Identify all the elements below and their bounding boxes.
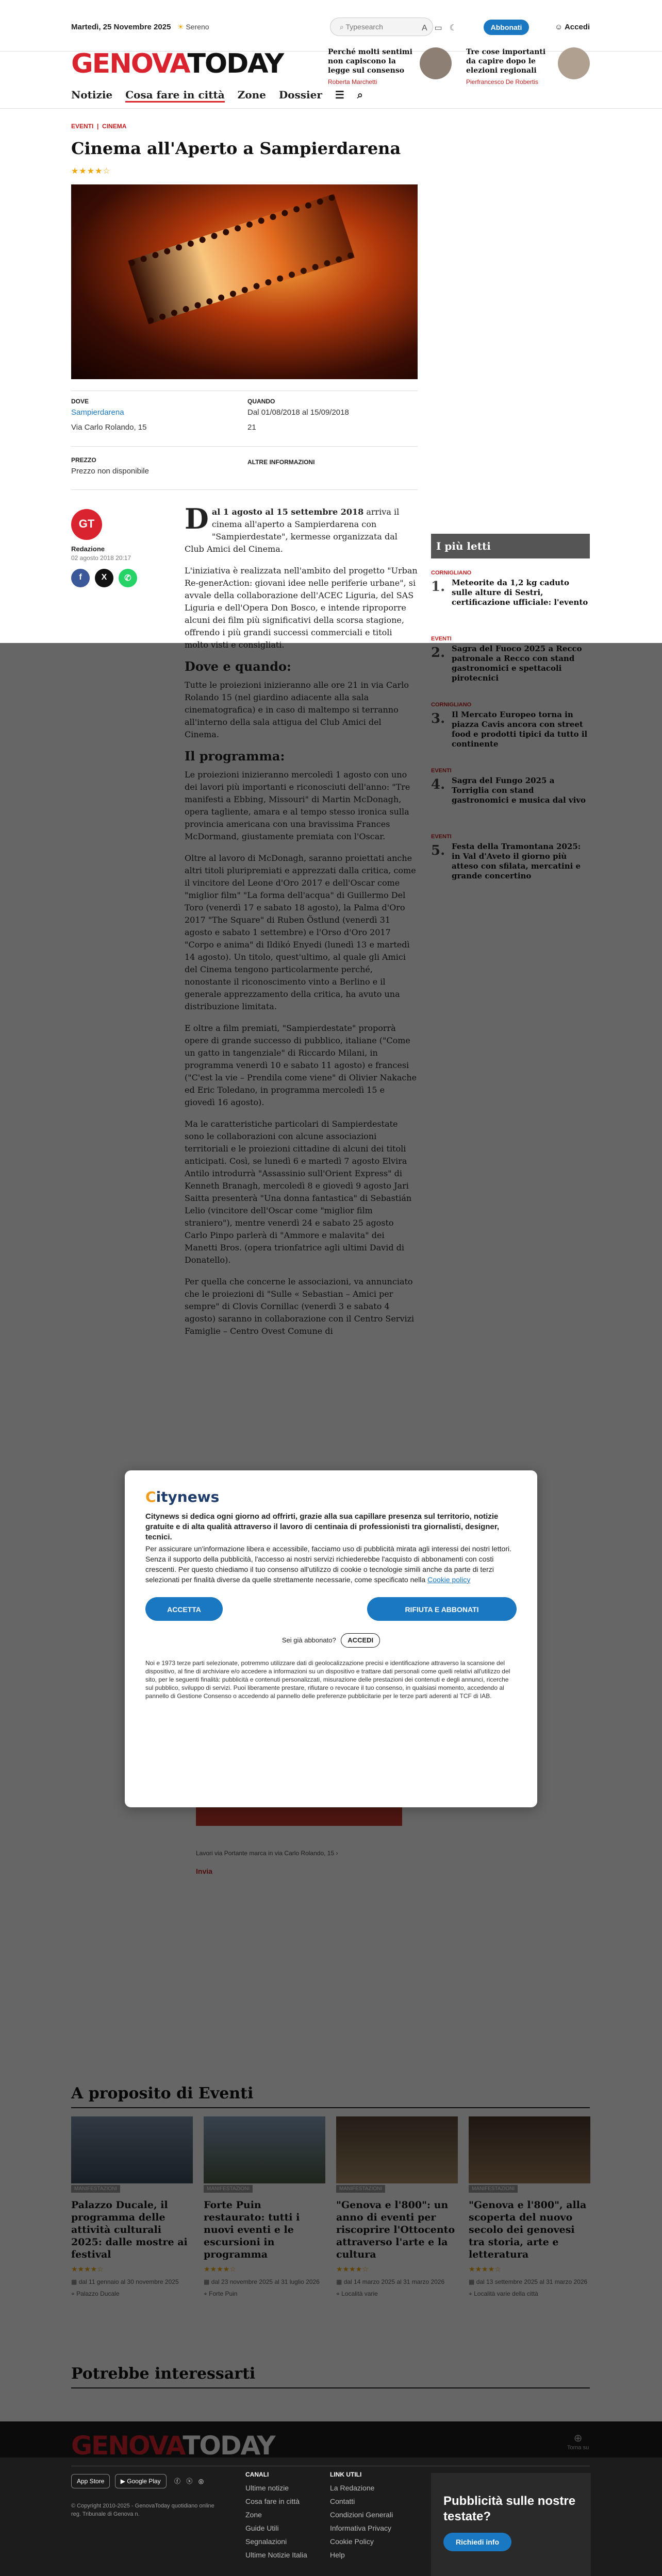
- promo-author: Roberta Marchetti: [328, 78, 377, 86]
- footer-link[interactable]: Cookie Policy: [330, 2537, 374, 2546]
- consent-text: Senza il supporto della pubblicità, l'accesso ai nostri servizi richiederebbe l'acquisto di abbonamenti con costi crescenti. Per questo chiediamo il tuo consenso all'utilizzo di cookie o tecnologie simili anche da parte di terzi selezionati per finalità diverse da quelle strettamente necessarie, come specificato nella: [145, 1555, 494, 1584]
- footer-channels: [245, 2468, 307, 2562]
- page-title: Cinema all'Aperto a Sampierdarena: [71, 139, 401, 158]
- nav-divider: [0, 108, 662, 109]
- consent-buttons: [145, 1597, 517, 1623]
- info-other: [247, 459, 418, 466]
- menu-icon[interactable]: ☰: [335, 89, 344, 101]
- logo-letter: C: [145, 1488, 156, 1505]
- footer-link[interactable]: Condizioni Generali: [330, 2511, 393, 2519]
- logo-part-right: TODAY: [187, 48, 284, 79]
- info-divider: [71, 446, 418, 447]
- footer-useful-links: [330, 2468, 393, 2562]
- item-rank: 1.: [431, 579, 445, 595]
- info-price: [71, 456, 236, 476]
- instagram-icon[interactable]: ◎: [198, 2478, 204, 2485]
- user-icon: ☺: [555, 23, 563, 31]
- author-name[interactable]: Redazione: [71, 545, 105, 553]
- cookie-policy-link[interactable]: Cookie policy: [427, 1575, 471, 1584]
- breadcrumb-eventi[interactable]: EVENTI: [71, 123, 94, 130]
- already-subscribed-text: Sei già abbonato?: [282, 1636, 336, 1644]
- search-icon: ⌕: [340, 23, 344, 31]
- nav-item-cosa-fare[interactable]: Cosa fare in città: [125, 89, 225, 103]
- promo-card[interactable]: [466, 47, 590, 104]
- info-where: [71, 398, 236, 432]
- sun-icon: ☀: [177, 23, 184, 31]
- footer-col-heading: LINK UTILI: [330, 2471, 362, 2478]
- consent-intro: Citynews si dedica ogni giorno ad offrirti, grazie alla sua capillare presenza sul territorio, notizie gratuite e di alta qualità attraverso il lavoro di centinaia di professionisti tra giornalisti, designer, tecnici.: [145, 1512, 500, 1541]
- dark-mode-icon[interactable]: ☾: [449, 24, 465, 32]
- app-badges: [71, 2474, 204, 2488]
- login-button[interactable]: ACCEDI: [341, 1633, 380, 1648]
- price-value: Prezzo non disponibile: [71, 467, 149, 476]
- top-bar: [0, 0, 662, 52]
- current-date: Martedì, 25 Novembre 2025: [71, 23, 171, 31]
- logo-part-left: GENOVA: [71, 48, 188, 79]
- footer-link[interactable]: Guide Utili: [245, 2524, 279, 2532]
- main-nav: [71, 89, 372, 101]
- most-read-item[interactable]: [431, 570, 590, 607]
- promo-avatar: [558, 47, 590, 79]
- when-count: 21: [247, 423, 256, 432]
- lead-text: arriva il cinema all'aperto a Sampierdarena con "Sampierdestate", kermesse organizzata dal Club Amici del Cinema.: [185, 507, 400, 554]
- nav-item-notizie[interactable]: Notizie: [71, 89, 113, 101]
- footer-link[interactable]: Segnalazioni: [245, 2537, 287, 2546]
- utility-icons: [422, 23, 464, 33]
- footer-link[interactable]: Help: [330, 2551, 345, 2559]
- footer-link[interactable]: Cosa fare in città: [245, 2497, 300, 2505]
- facebook-icon[interactable]: f: [71, 569, 90, 587]
- where-link[interactable]: Sampierdarena: [71, 408, 124, 417]
- login-link[interactable]: [555, 23, 590, 31]
- other-info-label: ALTRE INFORMAZIONI: [247, 459, 315, 466]
- promo-author: Pierfrancesco De Robertis: [466, 78, 539, 86]
- article-lead: [185, 502, 418, 555]
- whatsapp-icon[interactable]: ✆: [119, 569, 137, 587]
- footer-link[interactable]: Zone: [245, 2511, 262, 2519]
- drop-cap: D: [185, 502, 209, 535]
- consent-legal-text: Noi e 1973 terze parti selezionate, potremmo utilizzare dati di geolocalizzazione precisi e identificazione attraverso la scansione del dispositivo, al fine di archiviare e/o accedere a informazioni su un dispositivo e trattare dati personali come quelli relativi all'utilizzo del sito, per le seguenti finalità: pubblicità e contenuti personalizzati, misurazione delle prestazioni dei contenuti e degli annunci, ricerche sul pubblico, sviluppo di servizi. Puoi liberamente prestare, rifiutare o revocare il tuo consenso, in qualsiasi momento, accedendo al pannello di Gestione Consenso o accedendo al pannello delle preferenze pubblicitarie per le terze parti aderenti al TCF di IAB.: [145, 1659, 510, 1700]
- nav-item-dossier[interactable]: Dossier: [278, 89, 322, 101]
- accept-button[interactable]: ACCETTA: [145, 1597, 223, 1621]
- request-info-button[interactable]: Richiedi info: [443, 2533, 511, 2551]
- nav-item-zone[interactable]: Zone: [237, 89, 266, 101]
- hero-image: [71, 184, 418, 379]
- footer-link[interactable]: Informativa Privacy: [330, 2524, 392, 2532]
- search-box[interactable]: [330, 18, 433, 36]
- search-placeholder: Typesearch: [345, 23, 383, 31]
- breadcrumb-cinema[interactable]: CINEMA: [102, 123, 127, 130]
- consent-paragraph: [145, 1554, 517, 1585]
- footer-link[interactable]: La Redazione: [330, 2484, 375, 2492]
- x-icon[interactable]: ⓧ: [186, 2478, 193, 2485]
- logo-text: itynews: [156, 1488, 220, 1505]
- facebook-icon[interactable]: ⓕ: [174, 2478, 181, 2485]
- item-category: CORNIGLIANO: [431, 570, 472, 576]
- monitor-icon[interactable]: ▭: [434, 24, 450, 32]
- info-when: [247, 398, 418, 432]
- copyright: © Copyright 2010-2025 - GenovaToday quotidiano online reg. Tribunale di Genova n.: [71, 2503, 214, 2517]
- search-icon[interactable]: ⌕: [357, 89, 363, 101]
- where-address: Via Carlo Rolando, 15: [71, 423, 147, 432]
- subscribe-button[interactable]: Abbonati: [484, 20, 529, 35]
- promo-avatar: [420, 47, 452, 79]
- app-store-badge[interactable]: App Store: [71, 2474, 110, 2488]
- x-icon[interactable]: X: [95, 569, 113, 587]
- footer-link[interactable]: Contatti: [330, 2497, 355, 2505]
- google-play-badge[interactable]: ▶ Google Play: [115, 2474, 167, 2488]
- breadcrumb: EVENTI | CINEMA: [71, 123, 127, 130]
- site-logo[interactable]: [71, 48, 283, 79]
- promo-title: Perché molti sentimi non capiscono la legge sul consenso: [328, 48, 412, 75]
- item-category: EVENTI: [431, 636, 452, 642]
- where-label: DOVE: [71, 398, 89, 405]
- advertising-box: [431, 2473, 591, 2576]
- lead-bold: al 1 agosto al 15 settembre 2018: [211, 507, 364, 517]
- citynews-logo: [145, 1488, 517, 1505]
- when-label: QUANDO: [247, 398, 275, 405]
- promo-title: Tre cose importanti da capire dopo le elezioni regionali: [466, 48, 546, 75]
- advertising-title: Pubblicità sulle nostre testate?: [443, 2494, 576, 2523]
- weather-widget[interactable]: [177, 23, 209, 31]
- footer-link[interactable]: Ultime notizie: [245, 2484, 289, 2492]
- footer-link[interactable]: Ultime Notizie Italia: [245, 2551, 307, 2559]
- when-value: Dal 01/08/2018 al 15/09/2018: [247, 408, 349, 417]
- consent-paragraph: Per assicurare un'informazione libera e accessibile, facciamo uso di pubblicità mirata agli interessi dei nostri lettori.: [145, 1545, 512, 1553]
- publish-date: 02 agosto 2018 20:17: [71, 554, 131, 562]
- item-title: Meteorite da 1,2 kg caduto sulle alture di Sestri, certificazione ufficiale: l'evento: [452, 578, 588, 607]
- weather-label: Sereno: [186, 23, 209, 31]
- article-paragraph: L'iniziativa è realizzata nell'ambito del progetto "Urban Re-generAction: giovani idee nelle periferie urbane", si avvale della collaborazione dell'ACEC Liguria, del SAS Liguria e dell'Opera Don Bosco, e intende riproporre alcuni dei film più significativi della scorsa stagione, offrendo i più grandi successi commerciali e titoli: [185, 566, 418, 637]
- footer-col-heading: CANALI: [245, 2471, 269, 2478]
- film-strip-graphic: [128, 194, 355, 324]
- reject-subscribe-button[interactable]: RIFIUTA E ABBONATI: [367, 1597, 517, 1621]
- login-label: Accedi: [564, 23, 590, 31]
- cookie-consent-dialog: [125, 1470, 537, 1807]
- author-avatar[interactable]: GT: [71, 509, 102, 540]
- rating-stars: ★★★★☆: [71, 167, 111, 176]
- text-size-icon[interactable]: A: [422, 24, 435, 32]
- price-label: PREZZO: [71, 456, 96, 464]
- most-read-header: I più letti: [431, 534, 590, 558]
- info-divider: [71, 489, 418, 490]
- already-subscribed: [145, 1633, 517, 1648]
